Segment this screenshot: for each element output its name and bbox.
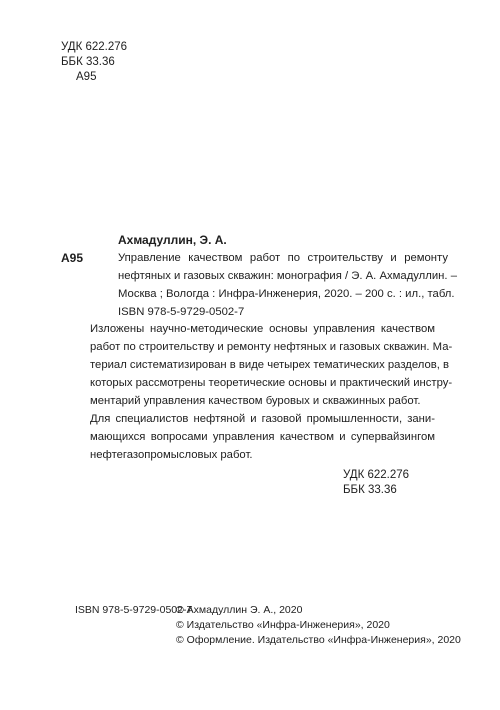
bib-line: Москва ; Вологда : Инфра-Инженерия, 2020. – 200 с. : ил., табл.	[118, 288, 455, 300]
copyright-line: © Оформление. Издательство «Инфра-Инженерия», 2020	[176, 634, 461, 646]
bottom-classification-codes	[343, 468, 409, 498]
copyright-line: © Издательство «Инфра-Инженерия», 2020	[176, 619, 390, 631]
bib-line: Управление качеством работ по строительству и ремонту	[118, 252, 448, 264]
annotation-line: которых рассмотрены теоретические основы и практический инстру-	[90, 377, 453, 389]
bibliographic-record	[118, 249, 457, 321]
copyright-block	[75, 603, 461, 648]
author-heading: Ахмадуллин, Э. А.	[118, 233, 227, 247]
top-classification-codes	[61, 40, 127, 70]
annotation-line: Изложены научно-методические основы управления качеством	[90, 323, 435, 335]
copyright-row	[75, 618, 461, 633]
bbk-code: ББК 33.36	[61, 56, 115, 68]
bib-line: нефтяных и газовых скважин: монография / Э. А. Ахмадуллин. –	[118, 270, 457, 282]
author-mark: А95	[61, 251, 84, 265]
annotation-line: работ по строительству и ремонту нефтяных и газовых скважин. Ма-	[90, 341, 453, 353]
annotation-line: териал систематизирован в виде четырех тематических разделов, в	[90, 359, 450, 371]
bbk-code: ББК 33.36	[343, 484, 397, 496]
annotation	[90, 320, 453, 464]
annotation-line: нефтегазопромысловых работ.	[90, 449, 253, 461]
copyright-row	[75, 603, 461, 618]
copyright-row	[75, 633, 461, 648]
author-mark-top: А95	[76, 71, 97, 83]
copyright-line: © Ахмадуллин Э. А., 2020	[176, 604, 303, 616]
udk-code: УДК 622.276	[343, 469, 410, 481]
annotation-line: ментарий управления качеством буровых и скважинных работ.	[90, 395, 421, 407]
annotation-line: Для специалистов нефтяной и газовой промышленности, зани-	[90, 413, 435, 425]
udk-code: УДК 622.276	[61, 41, 128, 53]
annotation-line: мающихся вопросами управления качеством и супервайзингом	[90, 431, 435, 443]
copyright-isbn: ISBN 978-5-9729-0502-7	[75, 604, 193, 616]
bib-isbn: ISBN 978-5-9729-0502-7	[118, 306, 245, 318]
